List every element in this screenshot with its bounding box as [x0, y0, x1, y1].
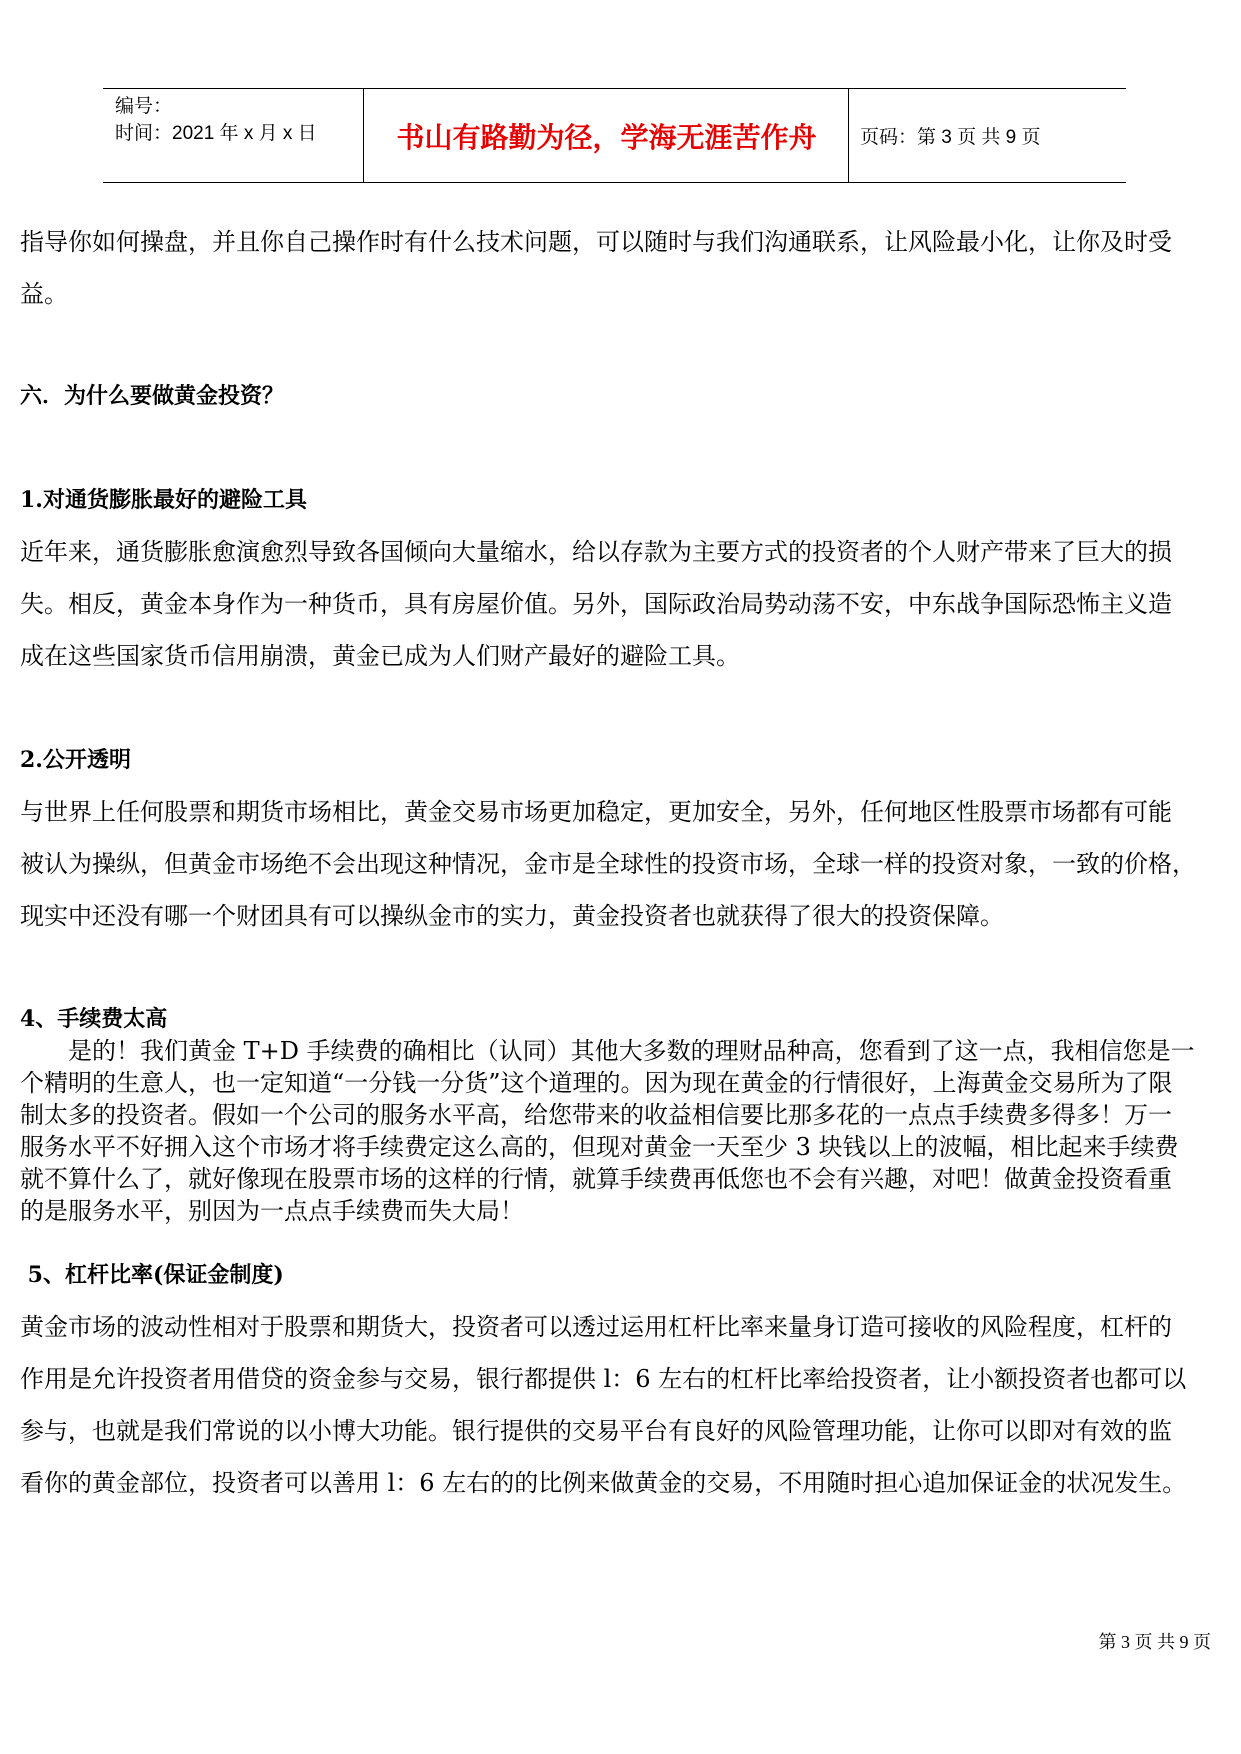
intro-paragraph — [20, 216, 1225, 320]
header-motto: 书山有路勤为径，学海无涯苦作舟 — [396, 120, 817, 154]
section-heading — [20, 370, 1225, 422]
text-line: 服务水平不好拥入这个市场才将手续费定这么高的，但现对黄金一天至少 3 块钱以上的波幅，相比起来手续费 — [20, 1133, 1179, 1161]
subsection-4 — [20, 1003, 1225, 1227]
text-line: 看你的黄金部位，投资者可以善用 l：6 左右的的比例来做黄金的交易，不用随时担心追加保证金的状况发生。 — [20, 1469, 1187, 1497]
header-divider — [848, 89, 849, 182]
text-line: 的是服务水平，别因为一点点手续费而失大局！ — [20, 1197, 524, 1225]
text-line: 成在这些国家货币信用崩溃，黄金已成为人们财产最好的避险工具。 — [20, 642, 740, 670]
subsection-1 — [20, 474, 1225, 682]
text-line: 制太多的投资者。假如一个公司的服务水平高，给您带来的收益相信要比那多花的一点点手续费多得多！万一 — [20, 1101, 1172, 1129]
text-line: 参与，也就是我们常说的以小博大功能。银行提供的交易平台有良好的风险管理功能，让你可以即对有效的监 — [20, 1417, 1172, 1445]
text-line: 现实中还没有哪一个财团具有可以操纵金市的实力，黄金投资者也就获得了很大的投资保障。 — [20, 902, 1004, 930]
subsection-5 — [20, 1249, 1225, 1509]
footer-page-number: 第 3 页 共 9 页 — [1098, 1632, 1211, 1652]
text-line: 益。 — [20, 280, 68, 308]
subsection-2 — [20, 734, 1225, 942]
text-line: 与世界上任何股票和期货市场相比，黄金交易市场更加稳定，更加安全，另外，任何地区性股票市场都有可能 — [20, 798, 1172, 826]
text-line: 失。相反，黄金本身作为一种货币，具有房屋价值。另外，国际政治局势动荡不安，中东战争国际恐怖主义造 — [20, 590, 1172, 618]
subsection-title: 1.对通货膨胀最好的避险工具 — [20, 487, 307, 513]
subsection-title: 2.公开透明 — [20, 747, 131, 773]
text-line: 个精明的生意人，也一定知道“一分钱一分货”这个道理的。因为现在黄金的行情很好，上海黄金交易所为了限 — [20, 1069, 1173, 1097]
subsection-title: 4、手续费太高 — [20, 1006, 168, 1032]
text-line: 近年来，通货膨胀愈演愈烈导致各国倾向大量缩水，给以存款为主要方式的投资者的个人财产带来了巨大的损 — [20, 538, 1172, 566]
text-line: 作用是允许投资者用借贷的资金参与交易，银行都提供 l：6 左右的杠杆比率给投资者，让小额投资者也都可以 — [20, 1365, 1187, 1393]
header-page-label: 页码：第 3 页 共 9 页 — [860, 127, 1041, 148]
header-meta — [115, 93, 365, 147]
doc-number-label: 编号： — [115, 96, 173, 117]
text-line: 是的！我们黄金 T+D 手续费的确相比（认同）其他大多数的理财品种高，您看到了这一点，我相信您是一 — [20, 1037, 1195, 1065]
text-line: 指导你如何操盘，并且你自己操作时有什么技术问题，可以随时与我们沟通联系，让风险最小化，让你及时受 — [20, 228, 1172, 256]
text-line: 黄金市场的波动性相对于股票和期货大，投资者可以透过运用杠杆比率来量身订造可接收的风险程度，杠杆的 — [20, 1313, 1172, 1341]
header-table — [103, 88, 1126, 183]
section-six-title: 六．为什么要做黄金投资？ — [20, 383, 285, 409]
text-line: 被认为操纵，但黄金市场绝不会出现这种情况，金市是全球性的投资市场，全球一样的投资对象，一致的价格， — [20, 850, 1196, 878]
subsection-title: 5、杠杆比率(保证金制度) — [20, 1262, 284, 1288]
text-line: 就不算什么了，就好像现在股票市场的这样的行情，就算手续费再低您也不会有兴趣，对吧！做黄金投资看重 — [20, 1165, 1172, 1193]
doc-time-label: 时间：2021 年 x 月 x 日 — [115, 123, 317, 144]
